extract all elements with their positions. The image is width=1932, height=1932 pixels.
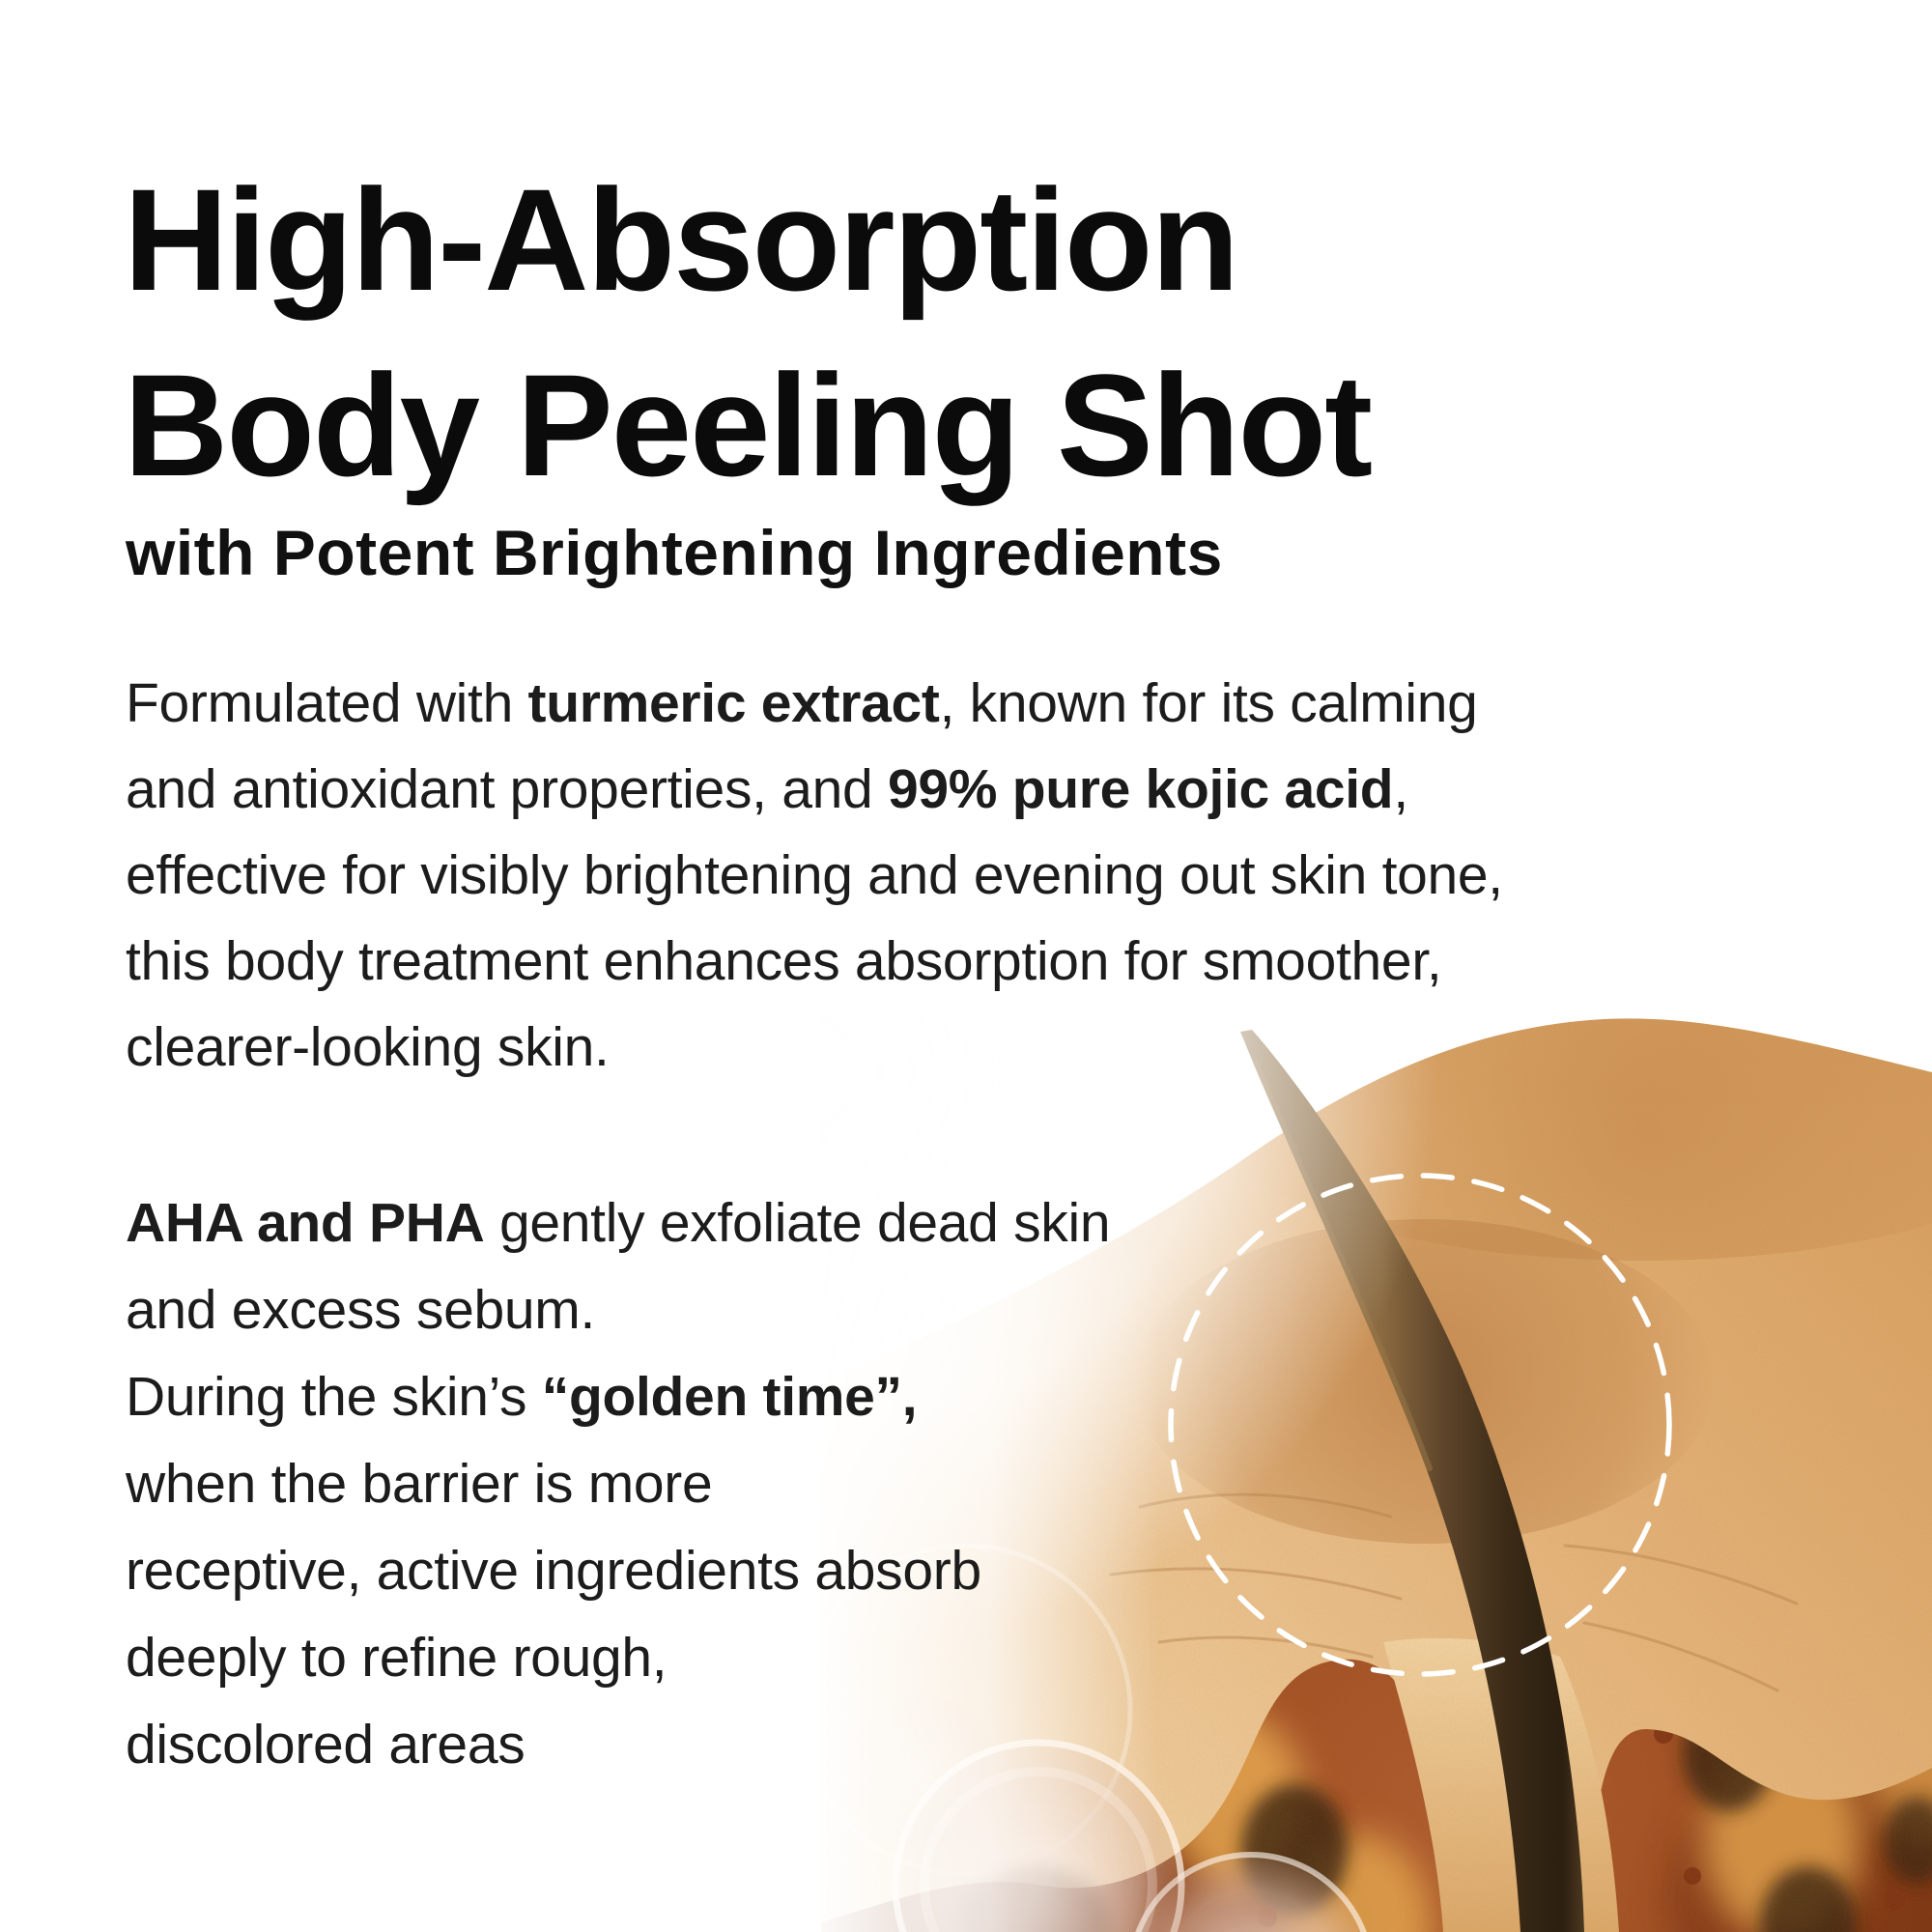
title-line-1: High-Absorption	[124, 158, 1238, 321]
description-paragraph-1: Formulated with turmeric extract, known for its calming and antioxidant properties, and 99% pure kojic acid, effective for visibly brightening and evening out skin tone, this body treatment enhances absorption for smoother, clearer-looking skin.	[126, 672, 1503, 1078]
description-paragraph-2: AHA and PHA gently exfoliate dead skin and excess sebum. During the skin’s “golden time”, when the barrier is more receptive, active ingredients absorb deeply to refine rough, discolored areas	[126, 1192, 1111, 1776]
page-subtitle: with Potent Brightening Ingredients	[126, 517, 1223, 588]
page-title	[124, 147, 1371, 518]
title-line-2: Body Peeling Shot	[124, 344, 1372, 506]
